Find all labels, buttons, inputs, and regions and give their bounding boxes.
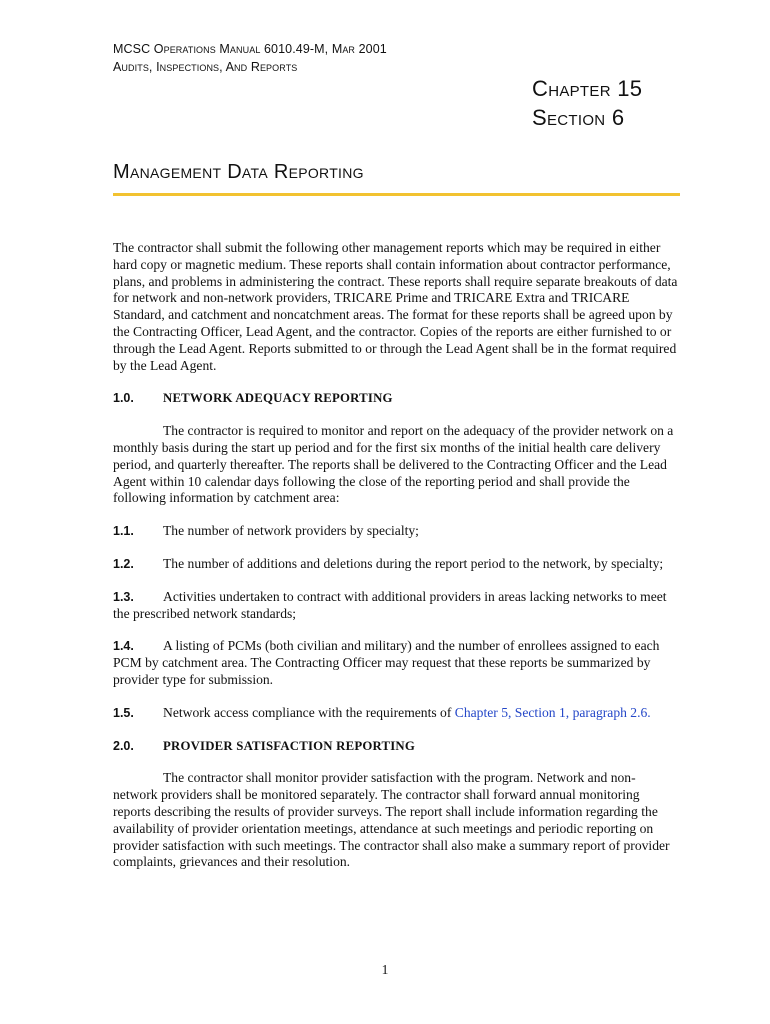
item-number: 1.1.	[113, 524, 134, 539]
running-header-manual: MCSC Operations Manual 6010.49-M, Mar 2001	[113, 42, 387, 56]
section-heading-text: NETWORK ADEQUACY REPORTING	[163, 391, 393, 406]
section-number: 2.0.	[113, 738, 134, 753]
item-number: 1.4.	[113, 639, 134, 654]
title-underline	[113, 193, 680, 196]
item-text: Activities undertaken to contract with additional providers in areas lacking networks to meet the prescribed network standards;	[113, 588, 667, 621]
page-number: 1	[381, 962, 389, 977]
running-header-subject: Audits, Inspections, And Reports	[113, 60, 298, 74]
section-1-paragraph: The contractor is required to monitor and report on the adequacy of the provider network on a monthly basis during the start up period and for the first six months of the initial health care delivery period, and quarterly thereafter. The reports shall be delivered to the Contracting Officer and the Lead Agent within 10 calendar days following the close of the reporting period and shall provide the following information by catchment area:	[113, 423, 674, 506]
list-item	[113, 638, 680, 688]
chapter-reference-link[interactable]: Chapter 5, Section 1, paragraph 2.6.	[454, 704, 651, 720]
section-number: 1.0.	[113, 391, 134, 406]
intro-paragraph: The contractor shall submit the following other management reports which may be required in either hard copy or magnetic medium. These reports shall contain information about contractor performance, plans, and problems in administering the contract. These reports shall require separate breakouts of data for network and non-network providers, TRICARE Prime and TRICARE Extra and TRICARE Standard, and catchment and noncatchment areas. The format for these reports shall be agreed upon by the Contracting Officer, Lead Agent, and the contractor. Copies of the reports are either furnished to or through the Lead Agent. Reports submitted to or through the Lead Agent shall be in the format required by the Lead Agent.	[113, 240, 678, 373]
list-item	[113, 523, 680, 540]
section-2-heading	[113, 738, 680, 755]
document-body	[113, 240, 680, 887]
section-1-heading	[113, 390, 680, 407]
section-heading-text: PROVIDER SATISFACTION REPORTING	[163, 738, 416, 753]
list-item	[113, 556, 680, 573]
section-label: Section 6	[532, 105, 625, 130]
item-text: A listing of PCMs (both civilian and military) and the number of enrollees assigned to each PCM by catchment area. The Contracting Officer may request that these reports be summarized by provider type for submission.	[113, 638, 660, 687]
section-2-paragraph: The contractor shall monitor provider satisfaction with the program. Network and non-network providers shall be monitored separately. The contractor shall forward annual monitoring reports describing the results of provider surveys. The report shall include information regarding the availability of provider orientation meetings, attendance at such meetings and periodic reporting on provider satisfaction with such meetings. The contractor shall also make a summary report of provider complaints, grievances and their resolution.	[113, 770, 670, 870]
page-title: Management Data Reporting	[113, 161, 364, 183]
item-text: Network access compliance with the requirements of	[163, 704, 455, 720]
item-text: The number of network providers by specialty;	[163, 523, 419, 539]
item-text: The number of additions and deletions during the report period to the network, by specialty;	[163, 555, 664, 571]
list-item	[113, 705, 680, 722]
list-item	[113, 589, 680, 623]
item-number: 1.2.	[113, 556, 134, 571]
item-number: 1.3.	[113, 589, 134, 604]
chapter-label: Chapter 15	[532, 76, 643, 101]
item-number: 1.5.	[113, 705, 134, 720]
